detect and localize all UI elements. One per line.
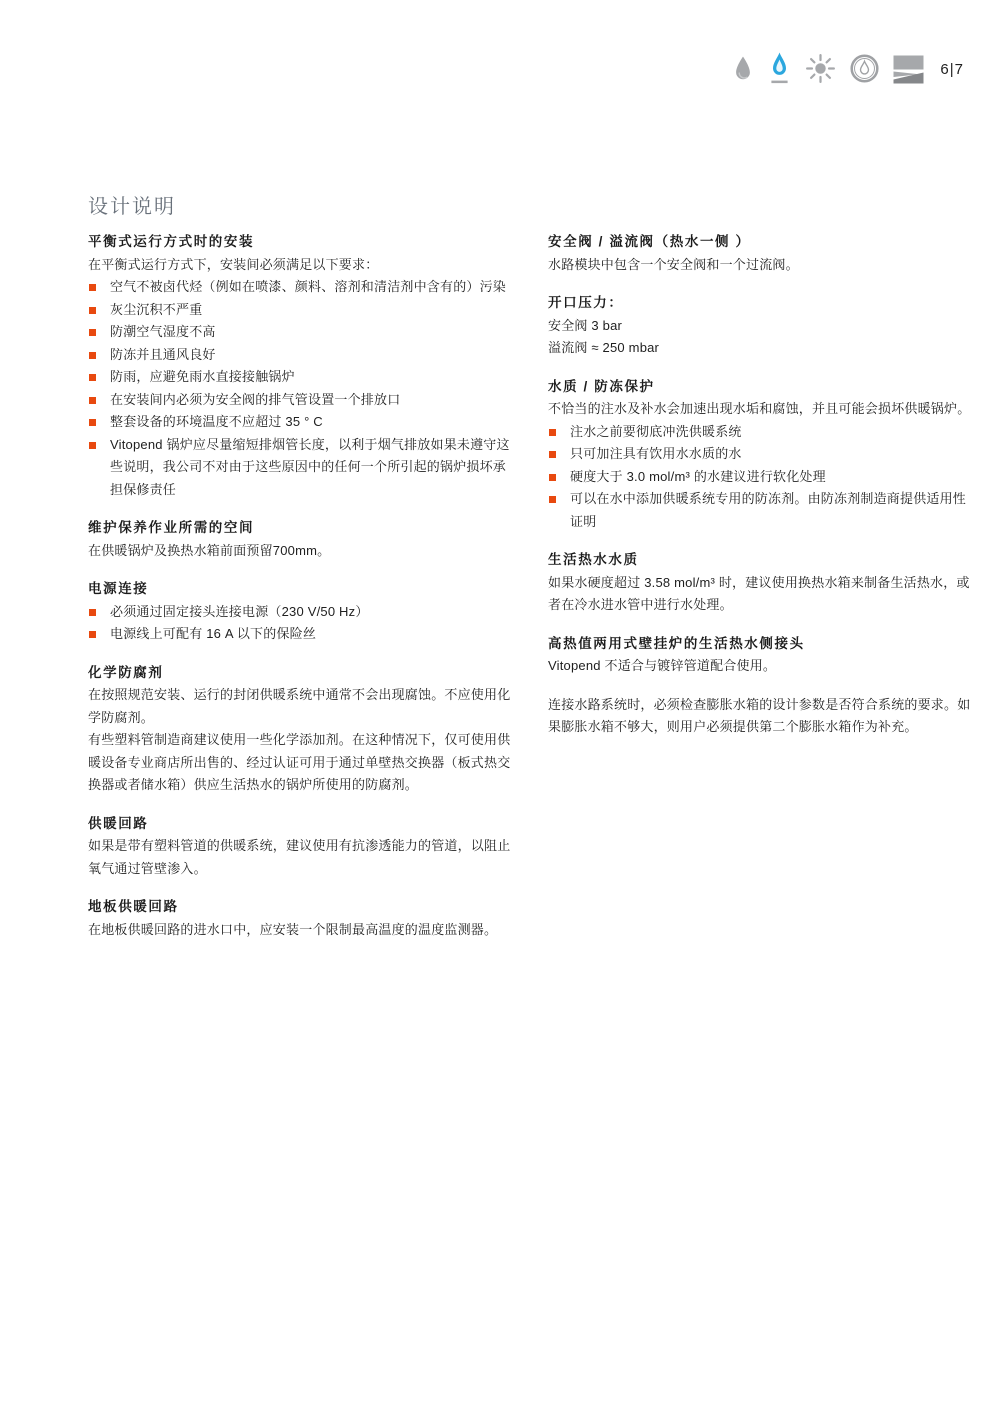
bullet-text: 防雨，应避免雨水直接接触锅炉 [110, 369, 295, 384]
bullet-list [88, 276, 512, 501]
section-paragraph: 溢流阀 ≈ 250 mbar [548, 340, 660, 355]
section-heading: 安全阀 / 溢流阀（热水一侧 ） [548, 234, 751, 249]
section-heading: 化学防腐剂 [88, 664, 164, 680]
section-heading: 平衡式运行方式时的安装 [88, 234, 255, 249]
right-column [548, 231, 972, 941]
list-item [88, 623, 512, 646]
list-item [88, 299, 512, 322]
bullet-text: 必须通过固定接头连接电源（230 V/50 Hz） [110, 603, 369, 619]
bullet-square-icon [89, 397, 96, 404]
bullet-text: 在安装间内必须为安全阀的排气管设置一个排放口 [110, 391, 401, 407]
section-heading: 维护保养作业所需的空间 [88, 520, 255, 535]
section-paragraph: 在按照规范安装、运行的封闭供暖系统中通常不会出现腐蚀。不应使用化学防腐剂。 [88, 687, 511, 725]
section-underfloor-heating-circuit [88, 896, 512, 941]
section-paragraph: 在供暖锅炉及换热水箱前面预留700mm。 [88, 542, 331, 558]
list-item [548, 466, 972, 489]
section-paragraph: 安全阀 3 bar [548, 317, 623, 333]
list-item [88, 276, 512, 299]
list-item [548, 443, 972, 466]
page-number: 6|7 [940, 61, 964, 78]
bullet-list [88, 601, 512, 646]
bullet-square-icon [89, 352, 96, 359]
section-paragraph: 在地板供暖回路的进水口中，应安装一个限制最高温度的温度监测器。 [88, 921, 498, 937]
section-opening-pressure [548, 292, 972, 360]
section-chemical-inhibitors [88, 662, 512, 797]
section-heading: 生活热水水质 [548, 552, 639, 567]
list-item [88, 344, 512, 367]
bullet-text: 只可加注具有饮用水水质的水 [570, 446, 742, 461]
gas-flame-icon [767, 52, 792, 84]
heating-panel-icon [893, 55, 924, 84]
bullet-square-icon [89, 631, 96, 638]
bullet-square-icon [549, 451, 556, 458]
list-item [88, 321, 512, 344]
bullet-square-icon [89, 329, 96, 336]
section-power-connection [88, 578, 512, 646]
section-paragraph: 有些塑料管制造商建议使用一些化学添加剂。在这种情况下，仅可使用供暖设备专业商店所出售的、经过认证可用于通过单壁热交换器（板式热交换器或者储水箱）供应生活热水的锅炉所使用的防腐剂。 [88, 732, 511, 792]
bullet-square-icon [549, 474, 556, 481]
list-item [88, 389, 512, 412]
bullet-square-icon [89, 307, 96, 314]
bullet-text: 整套设备的环境温度不应超过 35 ° C [110, 414, 323, 429]
list-item [88, 601, 512, 624]
section-dhw-quality [548, 549, 972, 617]
section-paragraph: 水路模块中包含一个安全阀和一个过流阀。 [548, 256, 799, 272]
page-title: 设计说明 [88, 196, 176, 218]
bullet-square-icon [549, 496, 556, 503]
section-heading: 水质 / 防冻保护 [548, 378, 655, 394]
left-column [88, 231, 512, 941]
section-intro: 在平衡式运行方式下，安装间必须满足以下要求： [88, 256, 379, 272]
bullet-text: 防潮空气湿度不高 [110, 324, 216, 339]
section-paragraph: 连接水路系统时，必须检查膨胀水箱的设计参数是否符合系统的要求。如果膨胀水箱不够大，则用户必须提供第二个膨胀水箱作为补充。 [548, 696, 971, 734]
bullet-square-icon [549, 429, 556, 436]
section-heading: 开口压力： [548, 295, 624, 310]
section-heading: 地板供暖回路 [88, 899, 179, 914]
bullet-text: 空气不被卤代烃（例如在喷漆、颜料、溶剂和清洁剂中含有的）污染 [110, 279, 507, 294]
bullet-square-icon [89, 374, 96, 381]
bullet-text: 可以在水中添加供暖系统专用的防冻剂。由防冻剂制造商提供适用性证明 [570, 491, 967, 529]
bullet-text: 电源线上可配有 16 A 以下的保险丝 [110, 626, 317, 641]
bullet-text: Vitopend 锅炉应尽量缩短排烟管长度，以利于烟气排放如果未遵守这些说明，我公司不对由于这些原因中的任何一个所引起的锅炉损坏承担保修责任 [110, 436, 510, 497]
list-item [88, 411, 512, 434]
section-maintenance-clearance [88, 517, 512, 562]
bullet-text: 硬度大于 3.0 mol/m³ 的水建议进行软化处理 [570, 468, 826, 484]
section-dhw-side-connection [548, 633, 972, 678]
bullet-square-icon [89, 419, 96, 426]
bullet-text: 注水之前要彻底冲洗供暖系统 [570, 423, 742, 439]
bullet-text: 灰尘沉积不严重 [110, 301, 203, 317]
header-icon-strip [719, 52, 964, 84]
bullet-list [548, 421, 972, 534]
section-expansion-vessel-note [548, 694, 972, 739]
section-paragraph: 如果水硬度超过 3.58 mol/m³ 时，建议使用换热水箱来制备生活热水，或者在冷水进水管中进行水处理。 [548, 574, 970, 612]
section-paragraph: 如果是带有塑料管道的供暖系统，建议使用有抗渗透能力的管道，以阻止氧气通过管壁渗入。 [88, 838, 511, 876]
list-item [548, 488, 972, 533]
content-columns [88, 231, 972, 941]
section-intro: 不恰当的注水及补水会加速出现水垢和腐蚀，并且可能会损坏供暖锅炉。 [548, 401, 971, 416]
sun-icon [805, 53, 836, 84]
bullet-square-icon [89, 442, 96, 449]
list-item [88, 434, 512, 502]
section-paragraph: Vitopend 不适合与镀锌管道配合使用。 [548, 658, 777, 673]
section-heading: 高热值两用式壁挂炉的生活热水侧接头 [548, 635, 805, 651]
section-heading: 供暖回路 [88, 815, 149, 831]
section-water-quality-frost-protection [548, 376, 972, 534]
list-item [548, 421, 972, 444]
section-safety-overflow-valve [548, 231, 972, 276]
section-heading: 电源连接 [88, 581, 149, 596]
bullet-square-icon [89, 609, 96, 616]
bullet-square-icon [89, 284, 96, 291]
list-item [88, 366, 512, 389]
section-balanced-flue-installation [88, 231, 512, 501]
circled-flame-icon [849, 53, 880, 84]
bullet-text: 防冻并且通风良好 [110, 346, 216, 362]
section-heating-circuit [88, 813, 512, 881]
water-drop-icon [732, 55, 754, 84]
